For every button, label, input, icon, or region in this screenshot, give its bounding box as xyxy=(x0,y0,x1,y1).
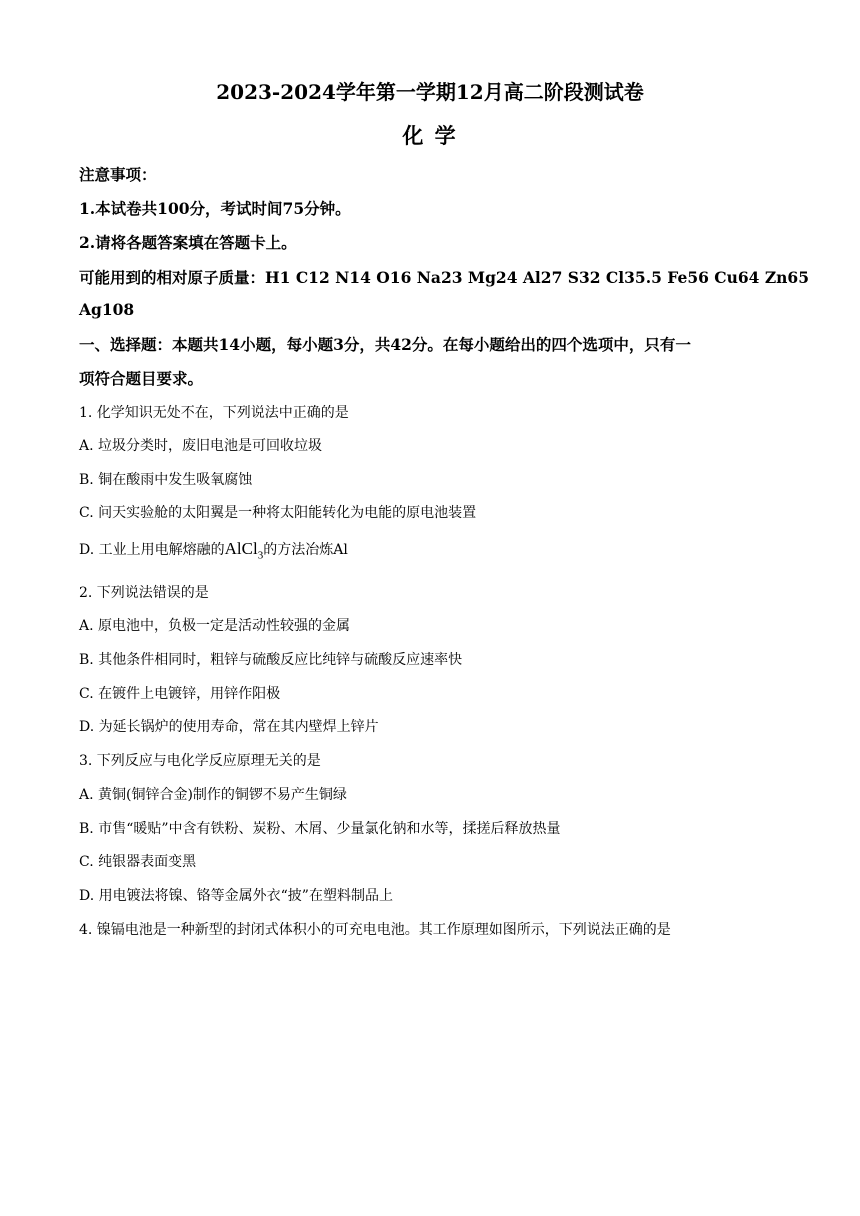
notice-item-2: 2.请将各题答案填在答题卡上。 xyxy=(79,233,297,252)
q1-option-d-prefix: D. 工业上用电解熔融的 xyxy=(79,542,225,558)
subject-title: 化 学 xyxy=(402,123,458,148)
section1-heading-cont: 项符合题目要求。 xyxy=(79,369,204,388)
q1-option-b: B. 铜在酸雨中发生吸氧腐蚀 xyxy=(79,472,253,488)
section1-heading: 一、选择题：本题共14小题，每小题3分，共42分。在每小题给出的四个选项中，只有一 xyxy=(79,335,691,354)
notice-item-1: 1.本试卷共100分，考试时间75分钟。 xyxy=(79,199,351,218)
q3-option-c: C. 纯银器表面变黑 xyxy=(79,854,197,870)
q1-option-c: C. 问天实验舱的太阳翼是一种将太阳能转化为电能的原电池装置 xyxy=(79,505,477,521)
q1-option-d xyxy=(79,539,348,561)
exam-title: 2023-2024学年第一学期12月高二阶段测试卷 xyxy=(216,80,644,104)
atomic-mass-values-cont: Ag108 xyxy=(79,300,135,319)
atomic-mass-label: 可能用到的相对原子质量： xyxy=(79,268,266,287)
alcl3-formula: AlCl$_3$ xyxy=(224,539,264,562)
q3-option-d: D. 用电镀法将镍、铬等金属外衣“披”在塑料制品上 xyxy=(79,888,393,904)
q1-option-d-suffix: 的方法冶炼Al xyxy=(263,542,348,558)
q2-option-d: D. 为延长锅炉的使用寿命，常在其内壁焊上锌片 xyxy=(79,719,379,735)
q2-option-c: C. 在镀件上电镀锌，用锌作阳极 xyxy=(79,686,281,702)
q3-stem: 3. 下列反应与电化学反应原理无关的是 xyxy=(79,753,321,769)
q2-option-a: A. 原电池中，负极一定是活动性较强的金属 xyxy=(79,618,351,634)
atomic-mass-values: H1 C12 N14 O16 Na23 Mg24 Al27 S32 Cl35.5 Fe56 Cu64 Zn65 xyxy=(265,268,810,287)
q1-option-a: A. 垃圾分类时，废旧电池是可回收垃圾 xyxy=(79,438,323,454)
q3-option-a: A. 黄铜(铜锌合金)制作的铜锣不易产生铜绿 xyxy=(79,787,347,803)
notice-heading: 注意事项： xyxy=(79,165,157,184)
q4-stem: 4. 镍镉电池是一种新型的封闭式体积小的可充电电池。其工作原理如图所示，下列说法正确的是 xyxy=(79,922,671,938)
q2-option-b: B. 其他条件相同时，粗锌与硫酸反应比纯锌与硫酸反应速率快 xyxy=(79,652,463,668)
atomic-mass-line xyxy=(79,266,809,288)
q1-stem: 1. 化学知识无处不在，下列说法中正确的是 xyxy=(79,405,349,421)
q3-option-b: B. 市售“暖贴”中含有铁粉、炭粉、木屑、少量氯化钠和水等，揉搓后释放热量 xyxy=(79,821,561,837)
q2-stem: 2. 下列说法错误的是 xyxy=(79,585,209,601)
